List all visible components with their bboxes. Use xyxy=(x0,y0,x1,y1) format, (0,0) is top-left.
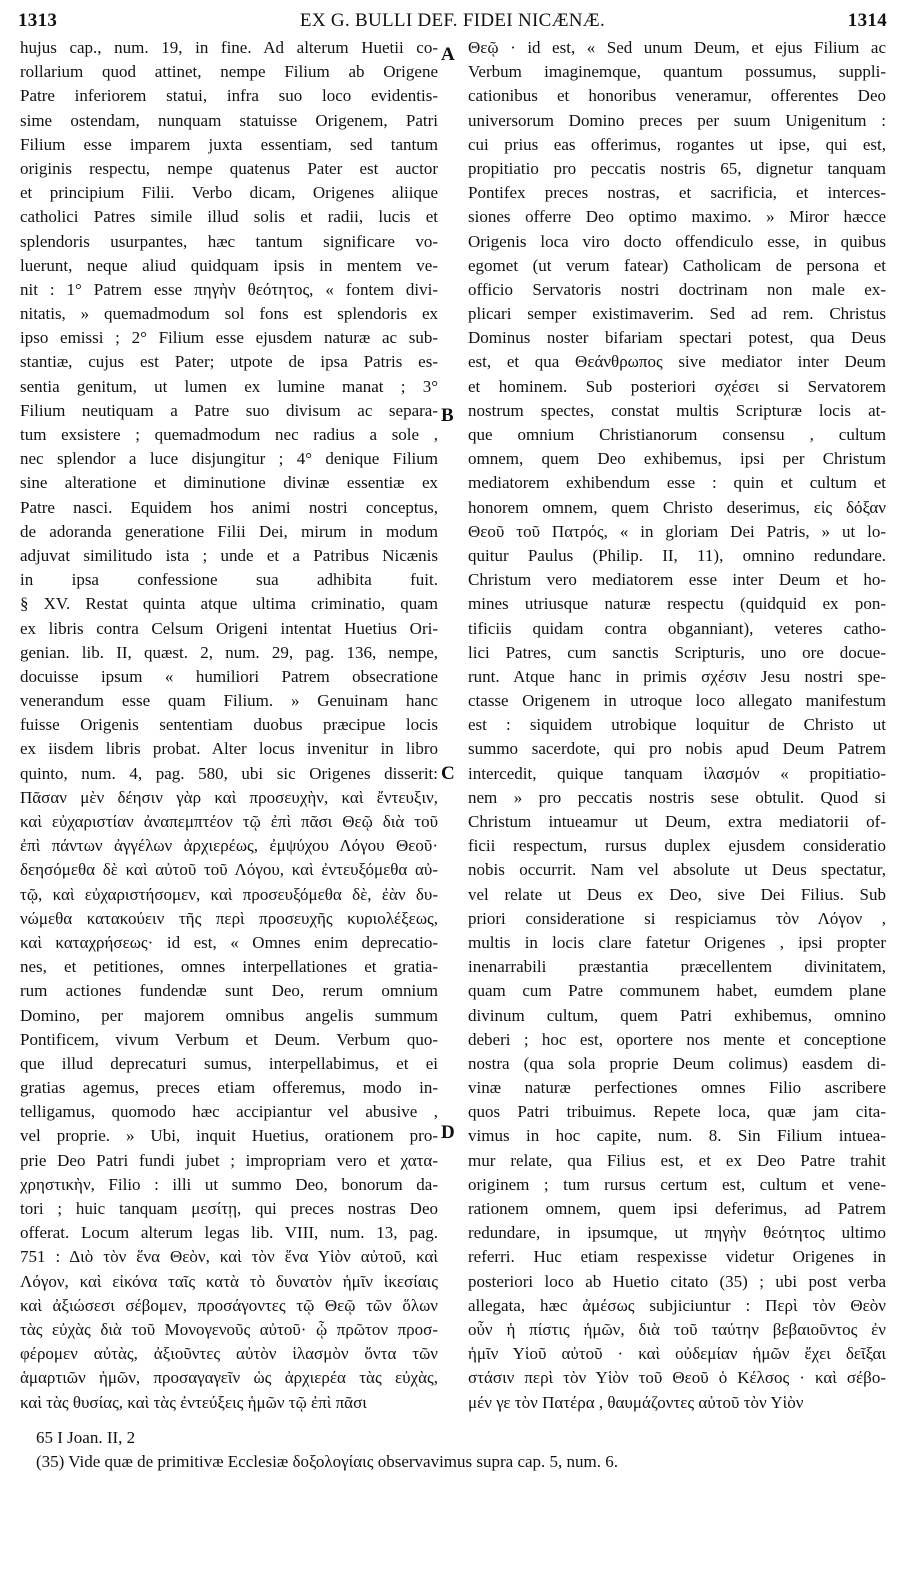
text-line: sentia genitum, ut lumen ex lumine manat ; 3° xyxy=(20,376,438,396)
text-line: Dominus noster bifariam spectari potest, qua Deus xyxy=(468,328,886,348)
text-line: cui prius eas offerimus, rogantes ut ipse, qui est, xyxy=(468,134,886,154)
text-line: tum exsistere ; quemadmodum nec radius a sole , xyxy=(20,425,438,444)
text-line: quam cum Patre communem habet, eumdem plane xyxy=(468,981,886,1001)
text-line: Patre inferiorem statui, infra suo loco evidentis- xyxy=(20,86,438,106)
text-line: docuisse ipsum « humiliori Patrem obsecratione xyxy=(20,666,438,686)
text-line: quitur Paulus (Philip. II, 11), omnino redundare. xyxy=(468,545,886,565)
text-line: χρηστικὴν, Filio : illi ut summo Deo, bonorum da- xyxy=(20,1174,438,1194)
text-line: cationibus et honoribus veneramur, offerentes Deo xyxy=(468,86,886,106)
text-line: τῷ, καὶ εὐχαριστήσομεν, καὶ προσευξόμεθα δὲ, ἐὰν δυ- xyxy=(20,884,438,904)
text-line: est : siquidem utrobique loquitur de Christo ut xyxy=(468,715,886,735)
footnote-65: 65 I Joan. II, 2 xyxy=(36,1428,136,1447)
text-line: φέρομεν αὐτὰς, ἀξιοῦντες αὐτὸν ἱλασμὸν ὄντα τῶν xyxy=(20,1344,438,1364)
text-line: stantiæ, cujus est Pater; utpote de ipsa Patris es- xyxy=(20,352,438,372)
text-line: in ipsa confessione sua adhibita fuit. xyxy=(20,570,438,590)
text-line: καὶ καταχρήσεως· id est, « Omnes enim deprecatio- xyxy=(20,932,438,952)
text-line: nostrum spectes, constat multis Scripturæ locis at- xyxy=(468,400,886,420)
text-line: nostra (qua sola proprie Deum colimus) easdem di- xyxy=(468,1053,886,1073)
text-line: quos Patri tribuimus. Repete loca, quæ jam cita- xyxy=(468,1102,886,1122)
text-line: allegata, hæc ἀμέσως subjiciuntur : Περὶ τὸν Θεὸν xyxy=(468,1295,886,1315)
margin-marker-c: C xyxy=(441,763,455,784)
text-line: plicari semper existimaverim. Sed ad rem. Christus xyxy=(468,304,886,324)
margin-marker-d: D xyxy=(441,1122,455,1143)
text-line: δεησόμεθα δὲ καὶ αὐτοῦ τοῦ Λόγου, καὶ ἐντευξόμεθα αὐ- xyxy=(20,860,438,880)
text-line: inenarrabili præstantia præcellentem divinitatem, xyxy=(468,957,886,977)
text-line: sime ostendam, nunquam statuisse Origenem, Patri xyxy=(20,110,438,130)
text-line: priori consideratione si respiciamus τὸν Λόγον , xyxy=(468,908,886,928)
text-line: propitiatio pro peccatis nostris 65, dignetur tanquam xyxy=(468,158,886,178)
text-line: οὖν ἡ πίστις ἡμῶν, διὰ τοῦ ταύτην βεβαιοῦντος ἐν xyxy=(468,1319,886,1339)
text-line: originem ; tum rursus certum est, cultum et vene- xyxy=(468,1174,886,1194)
text-line: prie Deo Patri fundi jubet ; impropriam vero et χατα- xyxy=(20,1150,438,1170)
text-line: καὶ τὰς θυσίας, καὶ τὰς ἐντεύξεις ἡμῶν τῷ ἐπὶ πᾶσι xyxy=(20,1392,367,1412)
text-line: rollarium quod attinet, nempe Filium ab Origene xyxy=(20,62,438,82)
text-line: Pontifex preces nostras, et sacrificia, et interces- xyxy=(468,183,886,203)
text-line: στάσιν περὶ τὸν Υἱὸν τοῦ Θεοῦ ὁ Κέλσος · καὶ σέβο- xyxy=(468,1368,886,1388)
text-line: fuisse Origenis sententiam duobus præcipue locis xyxy=(20,715,438,735)
text-line: lici Patres, cum sanctis Scripturis, uno ore docue- xyxy=(468,642,886,662)
text-line: mines utriusque naturæ respectu (quidquid ex pon- xyxy=(468,594,886,614)
text-line: hujus cap., num. 19, in fine. Ad alterum Huetii co- xyxy=(20,38,438,57)
right-page-number: 1314 xyxy=(847,10,887,31)
text-line: summo sacerdote, qui pro nobis apud Deum Patrem xyxy=(468,739,886,759)
running-title: EX G. BULLI DEF. FIDEI NICÆNÆ. xyxy=(299,10,606,31)
text-line: de adoranda generatione Filii Dei, mirum in modum xyxy=(20,521,438,541)
text-line: τὰς εὐχὰς διὰ τοῦ Μονογενοῦς αὐτοῦ· ᾧ πρῶτον προσ- xyxy=(20,1319,438,1339)
text-line: siones offerre Deo optimo maximo. » Miror hæcce xyxy=(468,207,886,227)
text-line: adjuvat similitudo ista ; unde et a Patribus Nicænis xyxy=(20,545,438,565)
text-line: officio Servatoris nostri doctrinam non male ex- xyxy=(468,279,886,299)
text-line: originis respectu, nempe quatenus Pater est auctor xyxy=(20,158,438,178)
text-line: Origenis loca viro docto offendiculo esse, in quibus xyxy=(468,231,886,251)
text-line: ctasse Origenem in utroque loco allegato manifestum xyxy=(468,691,886,711)
text-line: posteriori loco ab Huetio citato (35) ; ubi post verba xyxy=(468,1271,886,1291)
text-line: nitatis, » quemadmodum sol fons est splendoris ex xyxy=(20,304,438,324)
text-line: universorum Domino preces per suum Unigenitum : xyxy=(468,110,886,130)
text-line: ἡμῖν Υἱοῦ αὐτοῦ · καὶ οὐδεμίαν ἡμῶν ἔχει δεῖξαι xyxy=(468,1344,886,1364)
text-line: 751 : Διὸ τὸν ἕνα Θεὸν, καὶ τὸν ἕνα Υἱὸν αὐτοῦ, καὶ xyxy=(20,1247,438,1267)
text-line: ipso emissi ; 2° Filium esse ejusdem naturæ ac sub- xyxy=(20,328,438,348)
text-line: est, et qua Θεάνθρωπος sive mediator inter Deum xyxy=(468,352,886,372)
text-line: Domino, per majorem omnibus angelis summum xyxy=(20,1005,438,1025)
text-line: μέν γε τὸν Πατέρα , θαυμάζοντες αὐτοῦ τὸν Υἱὸν xyxy=(468,1392,804,1412)
text-line: Θεῷ · id est, « Sed unum Deum, et ejus Filium ac xyxy=(468,38,886,57)
text-line: splendoris usurpantes, hæc tantum significare vo- xyxy=(20,231,438,251)
text-line: runt. Atque hanc in primis σχέσιν Jesu nostri spe- xyxy=(468,666,886,686)
text-line: mur relate, qua Filius est, et ex Deo Patre trahit xyxy=(468,1150,886,1170)
text-line: deberi ; hoc est, oportere nos mente et conceptione xyxy=(468,1029,886,1049)
text-line: nit : 1° Patrem esse πηγὴν θεότητος, « fontem divi- xyxy=(20,279,438,299)
text-line: rationem omnem, quem ipsi deferimus, ad Patrem xyxy=(468,1199,886,1218)
footnote-35: (35) Vide quæ de primitivæ Ecclesiæ δοξολογίαις observavimus supra cap. 5, num. 6. xyxy=(36,1452,619,1471)
text-line: Christum intueamur ut Deum, extra mediatorii of- xyxy=(468,812,886,831)
text-line: tificiis quidam contra obganniant), veteres catho- xyxy=(468,618,886,638)
text-line: gratias agemus, preces etiam offeremus, modo in- xyxy=(20,1078,438,1098)
text-line: νώμεθα κατακούειν τῆς περὶ προσευχῆς κυριολέξεως, xyxy=(20,908,438,928)
text-line: telligamus, quomodo hæc accipiantur vel abusive , xyxy=(20,1102,438,1122)
left-text-column xyxy=(20,36,438,1415)
text-line: Patre nasci. Equidem hos animi nostri conceptus, xyxy=(20,497,438,517)
text-line: que illud deprecaturi sumus, interpellabimus, et ei xyxy=(20,1053,438,1073)
margin-marker-a: A xyxy=(441,44,455,65)
text-line: nes, et petitiones, omnes interpellationes et gratia- xyxy=(20,957,438,977)
text-line: et principium Filii. Verbo dicam, Origenes aliique xyxy=(20,183,438,203)
text-line: offerat. Locum alterum legas lib. VIII, num. 13, pag. xyxy=(20,1223,438,1243)
text-line: venerandum esse quam Filium. » Genuinam hanc xyxy=(20,691,438,711)
text-line: ἐπὶ πάντων ἀγγέλων ἀρχιερέως, ἐμψύχου Λόγου Θεοῦ· xyxy=(20,836,438,856)
right-text-column xyxy=(468,36,886,1415)
text-line: catholici Patres simile illud solis et radii, lucis et xyxy=(20,207,438,227)
text-line: quinto, num. 4, pag. 580, ubi sic Origenes disserit: xyxy=(20,763,438,783)
text-line: mediatorem exhibendum esse : quin et cultum et xyxy=(468,473,886,493)
text-line: Filium neutiquam a Patre suo divisum ac separa- xyxy=(20,400,438,420)
text-line: intercedit, quique tanquam ἱλασμόν « propitiatio- xyxy=(468,763,886,783)
text-line: nobis occurrit. Nam vel absolute ut Deus spectatur, xyxy=(468,860,886,880)
text-line: Θεοῦ τοῦ Πατρός, « in gloriam Dei Patris, » ut lo- xyxy=(468,521,886,541)
text-line: vel proprie. » Ubi, inquit Huetius, orationem pro- xyxy=(20,1126,438,1146)
text-line: nec splendor a luce disjungitur ; 4° denique Filium xyxy=(20,449,438,469)
text-line: Πᾶσαν μὲν δέησιν γὰρ καὶ προσευχὴν, καὶ ἔντευξιν, xyxy=(20,787,438,807)
text-line: ficii respectum, rursus duplex ejusdem consideratio xyxy=(468,836,886,856)
text-line: ex iisdem libris probat. Alter locus invenitur in libro xyxy=(20,739,438,759)
text-line: egomet (ut verum fatear) Catholicam de persona et xyxy=(468,255,886,275)
text-line: que omnium Christianorum consensu , cultum xyxy=(468,425,886,444)
text-line: nem » pro peccatis nostris sese obtulit. Quod si xyxy=(468,787,886,807)
text-line: vel relate ut Deus ex Deo, sive Dei Filius. Sub xyxy=(468,884,886,904)
text-line: luerunt, neque aliud quidquam ipsis in mentem ve- xyxy=(20,255,438,275)
text-line: omnem, quem Deo exhibemus, ipsi per Christum xyxy=(468,449,886,469)
text-line: καὶ ἀξιώσεσι σέβομεν, προσάγοντες τῷ Θεῷ τῶν ὅλων xyxy=(20,1295,438,1315)
text-line: genian. lib. II, quæst. 2, num. 29, pag. 136, nempe, xyxy=(20,642,438,662)
running-header xyxy=(18,10,887,36)
text-line: rum actiones fundendæ sunt Deo, rerum omnium xyxy=(20,981,438,1001)
text-line: honorem omnem, quem Christo deserimus, εἰς δόξαν xyxy=(468,497,886,517)
text-line: Filium esse imparem juxta essentiam, sed tantum xyxy=(20,134,438,154)
text-line: Verbum imaginemque, quantum possumus, suppli- xyxy=(468,62,886,82)
text-line: divinum cultum, quem Patri exhibemus, omnino xyxy=(468,1005,886,1025)
text-line: tori ; huic tanquam μεσίτῃ, qui preces nostras Deo xyxy=(20,1199,438,1218)
left-page-number: 1313 xyxy=(18,10,58,31)
text-line: Christum vero mediatorem esse inter Deum et ho- xyxy=(468,570,886,590)
text-line: § XV. Restat quinta atque ultima criminatio, quam xyxy=(20,594,438,614)
text-line: vinæ naturæ perfectiones omnes Filio ascribere xyxy=(468,1078,886,1098)
text-line: ἁμαρτιῶν ἡμῶν, προσαγαγεῖν ὡς ἀρχιερέα τὰς εὐχὰς, xyxy=(20,1368,438,1388)
text-line: vimus in hoc capite, num. 8. Sin Filium intuea- xyxy=(468,1126,886,1146)
text-line: et hominem. Sub posteriori σχέσει si Servatorem xyxy=(468,376,886,396)
text-line: Λόγον, καὶ εἰκόνα ταῖς κατὰ τὸ δυνατὸν ἡμῖν ἱκεσίαις xyxy=(20,1271,438,1291)
text-line: multis in locis clare fatetur Origenes , ipsi propter xyxy=(468,932,886,952)
text-line: ex libris contra Celsum Origeni intentat Huetius Ori- xyxy=(20,618,438,638)
text-line: sine alteratione et diminutione divinæ essentiæ ex xyxy=(20,473,438,493)
text-line: referri. Huc etiam respexisse videtur Origenes in xyxy=(468,1247,886,1267)
text-line: Pontificem, vivum Verbum et Deum. Verbum quo- xyxy=(20,1029,438,1049)
text-line: καὶ εὐχαριστίαν ἀναπεμπτέον τῷ ἐπὶ πᾶσι Θεῷ διὰ τοῦ xyxy=(20,812,438,831)
margin-marker-b: B xyxy=(441,405,454,426)
text-line: redundare, in ipsumque, ut πηγὴν θεότητος ultimo xyxy=(468,1223,886,1243)
